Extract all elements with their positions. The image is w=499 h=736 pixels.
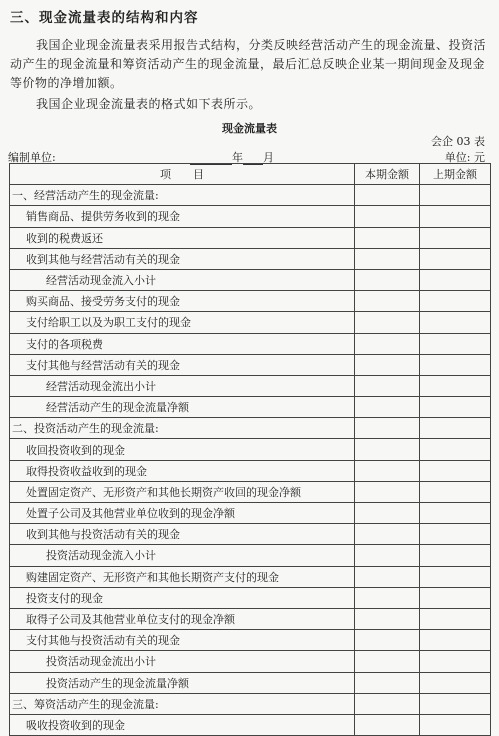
row-item-label: 经营活动现金流出小计 [10, 375, 355, 396]
row-item-label: 收回投资收到的现金 [10, 439, 355, 460]
table-row [10, 460, 491, 481]
current-amount-cell [355, 566, 420, 587]
current-amount-cell [355, 545, 420, 566]
previous-amount-cell [420, 248, 491, 269]
previous-amount-cell [420, 587, 491, 608]
current-amount-cell [355, 354, 420, 375]
row-item-label: 经营活动产生的现金流量净额 [10, 397, 355, 418]
row-item-label: 购建固定资产、无形资产和其他长期资产支付的现金 [10, 566, 355, 587]
table-row [10, 312, 491, 333]
current-amount-cell [355, 375, 420, 396]
previous-amount-cell [420, 566, 491, 587]
row-item-label: 经营活动现金流入小计 [10, 269, 355, 290]
table-row [10, 248, 491, 269]
previous-amount-cell [420, 291, 491, 312]
row-item-label: 支付的各项税费 [10, 333, 355, 354]
table-row [10, 503, 491, 524]
header-current-amount: 本期金额 [355, 164, 420, 185]
table-row [10, 566, 491, 587]
previous-amount-cell [420, 439, 491, 460]
table-row [10, 630, 491, 651]
table-row [10, 439, 491, 460]
previous-amount-cell [420, 375, 491, 396]
preparing-unit-label: 编制单位: [8, 151, 56, 164]
current-amount-cell [355, 439, 420, 460]
previous-amount-cell [420, 460, 491, 481]
header-previous-amount: 上期金额 [420, 164, 491, 185]
previous-amount-cell [420, 651, 491, 672]
current-amount-cell [355, 227, 420, 248]
previous-amount-cell [420, 269, 491, 290]
previous-amount-cell [420, 714, 491, 735]
table-row [10, 672, 491, 693]
table-row [10, 693, 491, 714]
table-row [10, 481, 491, 502]
row-item-label: 吸收投资收到的现金 [10, 714, 355, 735]
previous-amount-cell [420, 672, 491, 693]
current-amount-cell [355, 630, 420, 651]
row-item-label: 三、筹资活动产生的现金流量: [10, 693, 355, 714]
row-item-label: 取得子公司及其他营业单位支付的现金净额 [10, 608, 355, 629]
year-label: 年 [232, 151, 243, 164]
current-amount-cell [355, 693, 420, 714]
previous-amount-cell [420, 227, 491, 248]
current-amount-cell [355, 397, 420, 418]
table-row [10, 185, 491, 206]
table-row [10, 587, 491, 608]
previous-amount-cell [420, 397, 491, 418]
current-amount-cell [355, 418, 420, 439]
previous-amount-cell [420, 185, 491, 206]
format-paragraph: 我国企业现金流量表的格式如下表所示。 [36, 97, 262, 111]
row-item-label: 支付给职工以及为职工支付的现金 [10, 312, 355, 333]
row-item-label: 收到其他与经营活动有关的现金 [10, 248, 355, 269]
previous-amount-cell [420, 630, 491, 651]
current-amount-cell [355, 185, 420, 206]
table-title: 现金流量表 [222, 122, 277, 135]
row-item-label: 投资活动现金流出小计 [10, 651, 355, 672]
table-row [10, 524, 491, 545]
row-item-label: 销售商品、提供劳务收到的现金 [10, 206, 355, 227]
row-item-label: 收到其他与投资活动有关的现金 [10, 524, 355, 545]
intro-paragraph: 我国企业现金流量表采用报告式结构，分类反映经营活动产生的现金流量、投资活动产生的现金流量和筹资活动产生的现金流量，最后汇总反映企业某一期间现金及现金等价物的净增加额。 [10, 38, 487, 90]
row-item-label: 投资活动产生的现金流量净额 [10, 672, 355, 693]
form-code: 会企 03 表 [431, 135, 485, 148]
current-amount-cell [355, 714, 420, 735]
row-item-label: 投资活动现金流入小计 [10, 545, 355, 566]
table-row [10, 291, 491, 312]
previous-amount-cell [420, 206, 491, 227]
current-amount-cell [355, 206, 420, 227]
row-item-label: 取得投资收益收到的现金 [10, 460, 355, 481]
current-amount-cell [355, 481, 420, 502]
current-amount-cell [355, 291, 420, 312]
table-row [10, 651, 491, 672]
header-item: 项 目 [10, 164, 355, 185]
table-row [10, 333, 491, 354]
table-header-row [10, 164, 491, 185]
section-heading: 三、现金流量表的结构和内容 [10, 10, 199, 26]
table-row [10, 418, 491, 439]
previous-amount-cell [420, 418, 491, 439]
previous-amount-cell [420, 312, 491, 333]
current-amount-cell [355, 651, 420, 672]
current-amount-cell [355, 587, 420, 608]
previous-amount-cell [420, 354, 491, 375]
cash-flow-table [9, 163, 491, 736]
row-item-label: 二、投资活动产生的现金流量: [10, 418, 355, 439]
row-item-label: 购买商品、接受劳务支付的现金 [10, 291, 355, 312]
row-item-label: 支付其他与经营活动有关的现金 [10, 354, 355, 375]
row-item-label: 处置子公司及其他营业单位收到的现金净额 [10, 503, 355, 524]
current-amount-cell [355, 312, 420, 333]
table-row [10, 375, 491, 396]
table-row [10, 269, 491, 290]
previous-amount-cell [420, 503, 491, 524]
table-row [10, 714, 491, 735]
current-amount-cell [355, 608, 420, 629]
current-amount-cell [355, 503, 420, 524]
table-row [10, 545, 491, 566]
previous-amount-cell [420, 333, 491, 354]
previous-amount-cell [420, 481, 491, 502]
current-amount-cell [355, 248, 420, 269]
current-amount-cell [355, 269, 420, 290]
previous-amount-cell [420, 524, 491, 545]
row-item-label: 收到的税费返还 [10, 227, 355, 248]
table-row [10, 227, 491, 248]
month-label: 月 [263, 151, 274, 164]
current-amount-cell [355, 333, 420, 354]
row-item-label: 一、经营活动产生的现金流量: [10, 185, 355, 206]
row-item-label: 支付其他与投资活动有关的现金 [10, 630, 355, 651]
previous-amount-cell [420, 608, 491, 629]
previous-amount-cell [420, 693, 491, 714]
current-amount-cell [355, 672, 420, 693]
currency-unit: 单位: 元 [444, 151, 485, 164]
table-row [10, 354, 491, 375]
previous-amount-cell [420, 545, 491, 566]
table-row [10, 608, 491, 629]
row-item-label: 处置固定资产、无形资产和其他长期资产收回的现金净额 [10, 481, 355, 502]
table-row [10, 206, 491, 227]
current-amount-cell [355, 460, 420, 481]
row-item-label: 投资支付的现金 [10, 587, 355, 608]
table-row [10, 397, 491, 418]
current-amount-cell [355, 524, 420, 545]
